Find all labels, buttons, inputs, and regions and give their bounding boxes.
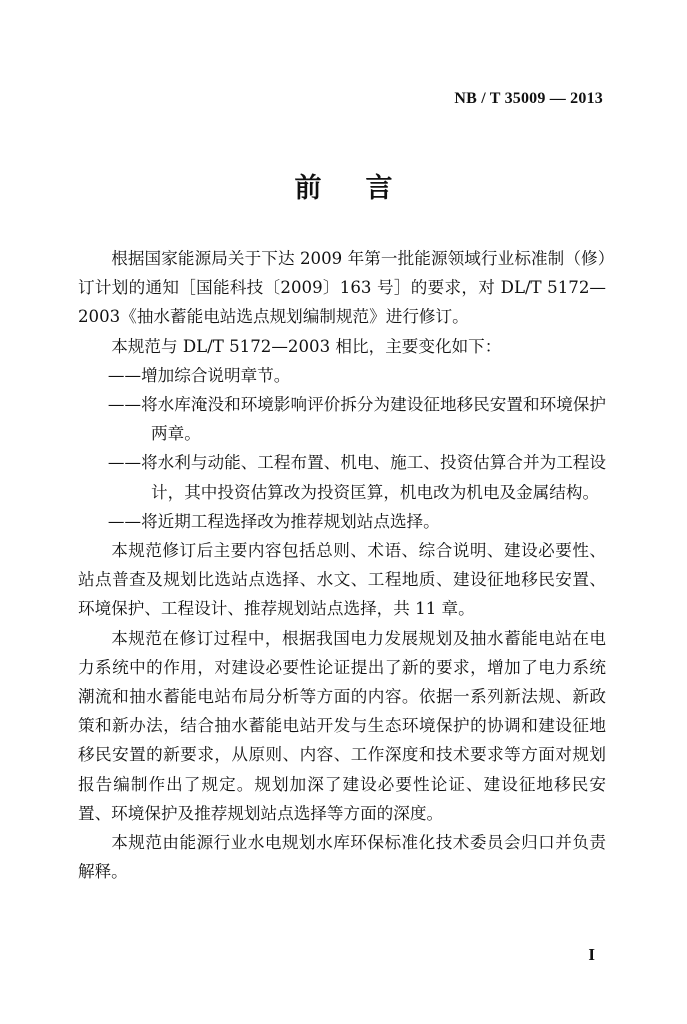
revision-paragraph: 本规范在修订过程中，根据我国电力发展规划及抽水蓄能电站在电力系统中的作用，对建设必要性论证提出了新的要求，增加了电力系统潮流和抽水蓄能电站布局分析等方面的内容。依据一系列新法规、新政策和新办法，结合抽水蓄能电站开发与生态环境保护的协调和建设征地移民安置的新要求，从原则、内容、工作深度和技术要求等方面对规划报告编制作出了规定。规划加深了建设必要性论证、建设征地移民安置、环境保护及推荐规划站点选择等方面的深度。	[78, 628, 606, 823]
page-title: 前言	[294, 173, 437, 204]
intro-paragraph: 本规范与 DL/T 5172—2003 相比，主要变化如下：	[111, 336, 502, 356]
change-item: ——将水利与动能、工程布置、机电、施工、投资估算合并为工程设计，其中投资估算改为投资匡算，机电改为机电及金属结构。	[107, 453, 606, 502]
change-item: ——增加综合说明章节。	[107, 365, 291, 385]
change-item: ——将近期工程选择改为推荐规划站点选择。	[107, 511, 440, 531]
responsible-paragraph: 本规范由能源行业水电规划水库环保标准化技术委员会归口并负责解释。	[78, 833, 606, 882]
change-item: ——将水库淹没和环境影响评价拆分为建设征地移民安置和环境保护两章。	[107, 395, 606, 444]
page-number: I	[588, 945, 595, 964]
basis-paragraph: 根据国家能源局关于下达 2009 年第一批能源领域行业标准制（修）订计划的通知［国能科技〔2009〕163 号］的要求，对 DL/T 5172—2003《抽水蓄能电站选点规划编制规范》进行修订。	[78, 249, 606, 327]
content-paragraph: 本规范修订后主要内容包括总则、术语、综合说明、建设必要性、站点普查及规划比选站点选择、水文、工程地质、建设征地移民安置、环境保护、工程设计、推荐规划站点选择，共 11 章。	[78, 541, 606, 619]
preface-body	[78, 244, 606, 886]
standard-number: NB / T 35009 — 2013	[454, 90, 603, 107]
